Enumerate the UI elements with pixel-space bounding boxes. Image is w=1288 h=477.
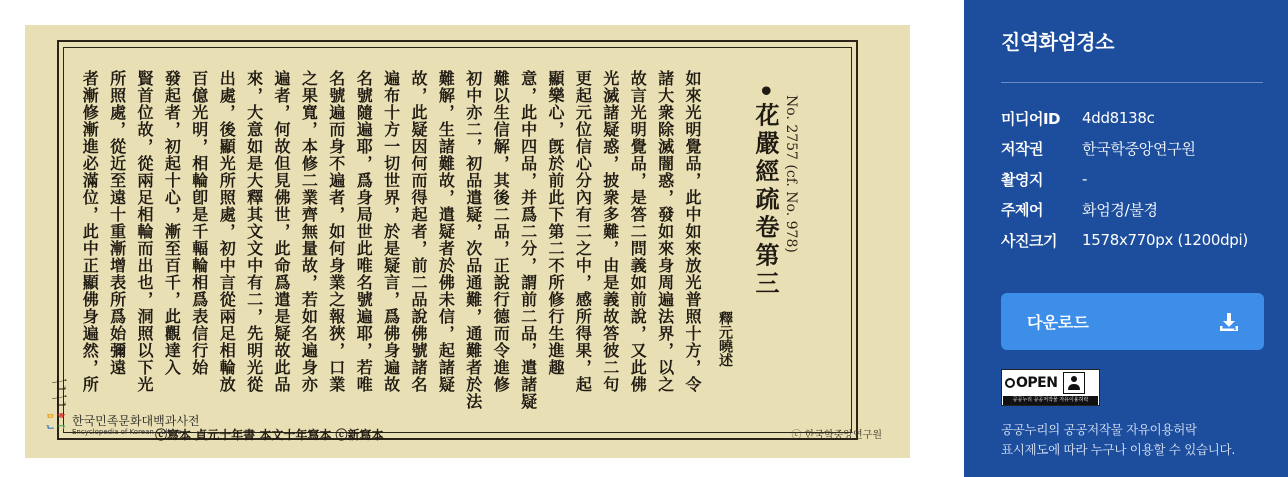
download-icon [1218, 311, 1240, 333]
meta-row-location [1001, 164, 1248, 195]
encyclopedia-logo [45, 414, 200, 436]
meta-row-keywords [1001, 195, 1248, 226]
image-copyright: ⓒ 한국학중앙연구원 [791, 430, 882, 441]
document-text-column: 名號隨遍耶，爲身局世此唯名號遍耶，若唯 [354, 70, 374, 393]
meta-value: - [1082, 170, 1088, 189]
person-icon [1063, 372, 1085, 394]
document-image [25, 25, 910, 458]
document-text-column: 來，大意如是大釋其文文中有二，先明光從 [244, 70, 264, 393]
meta-row-photo-size [1001, 225, 1248, 256]
meta-label: 미디어ID [1001, 109, 1061, 128]
document-text-column: 遍布十方一切世界，於是疑言，爲佛身遍故 [381, 70, 401, 393]
kogl-caption: 공공누리 공공저작물 자유이용허락 [1003, 396, 1098, 405]
logo-text-korean: 한국민족문화대백과사전 [72, 413, 200, 428]
kogl-open-mark [1005, 375, 1057, 391]
document-author: 釋元曉述 [717, 311, 733, 367]
license-line: 표시제도에 따라 누구나 이용할 수 있습니다. [1001, 442, 1235, 457]
document-text-column: 賢首位故，從兩足相輪而出也，洞照以下光 [135, 70, 154, 393]
document-text-column: 者漸修漸進必滿位，此中正顯佛身遍然，所 [80, 70, 100, 393]
meta-row-copyright [1001, 134, 1248, 165]
document-text-column: 之果寬，本修二業齊無量故，若如名遍身亦 [299, 70, 319, 393]
download-button[interactable] [1001, 293, 1264, 350]
media-title: 진역화엄경소 [1001, 30, 1114, 54]
document-text-column: 如來光明覺品，此中如來放光普照十方，令 [683, 70, 702, 393]
document-text-column: 名號遍而身不遍者，如何身業之報狹，口業 [326, 70, 346, 393]
document-text-column: 諸大衆除滅闇惑，發如來身周遍法界，以之 [655, 70, 675, 393]
document-text-column: 發起者，初起十心，漸至百千，此觀達入 [162, 70, 182, 376]
document-title: •花嚴經疏卷第三 [751, 83, 780, 299]
encyclopedia-logo-mark: ᄆ ᄒ ᄂ ᄀ [45, 413, 67, 437]
meta-label: 주제어 [1001, 201, 1043, 220]
document-text-column: 出處，後顯光所照處，初中言從兩足相輪放 [217, 70, 237, 393]
kogl-license-badge [1001, 369, 1100, 406]
document-text-column: 遍者，何故但見佛世，此命爲遣是疑故此品 [272, 70, 291, 393]
meta-value: 한국학중앙연구원 [1082, 140, 1196, 159]
metadata-list [1001, 103, 1248, 256]
info-panel [964, 0, 1288, 477]
meta-label: 사진크기 [1001, 231, 1057, 250]
document-text-column: 難解，生諸難故，遣疑者於佛未信，起諸疑 [436, 70, 456, 393]
meta-value: 화엄경/불경 [1082, 201, 1158, 220]
kogl-ring-icon [1005, 378, 1015, 388]
document-frame-inner [63, 47, 852, 433]
document-text-column: 更起元位信心分內有二之中，感所得果，起 [573, 70, 593, 393]
document-text-column: 故言光明覺品，是答二問義如前說，又此佛 [628, 70, 648, 393]
meta-value: 4dd8138c [1082, 109, 1155, 128]
meta-row-media-id [1001, 103, 1248, 134]
document-text-column: 顯樂心，旣於前此下第二不所修行生進趣 [546, 70, 565, 376]
license-description [1001, 420, 1235, 460]
document-text-column: 意，此中四品，并爲二分，謂前二品，遣諸疑 [518, 70, 538, 410]
kogl-open-label: OPEN [1016, 375, 1058, 391]
document-text-column: 所照處，從近至遠十重漸增表所爲始彌遠 [107, 70, 127, 376]
document-page-number: 七七 [49, 375, 68, 407]
document-text-column: 初中亦二，初品遣疑，次品通難，通難者於法 [463, 70, 483, 410]
document-footer: ⓒ寫本 貞元十年書 本文十年寫本 ⓒ新寫本 [155, 428, 384, 442]
license-line: 공공누리의 공공저작물 자유이용허락 [1001, 422, 1197, 437]
meta-label: 저작권 [1001, 140, 1043, 159]
info-divider [1001, 82, 1263, 83]
document-text-column: 光滅諸疑惑，披衆多難，由是義故答彼二句 [600, 70, 620, 393]
download-label: 다운로드 [1027, 313, 1089, 332]
document-text-column: 故，此疑因何而得起者，前二品說佛號諸名 [409, 70, 428, 393]
meta-value: 1578x770px (1200dpi) [1082, 231, 1248, 250]
meta-label: 촬영지 [1001, 170, 1043, 189]
document-text-column: 百億光明，相輪卽是千輻輪相爲表信行始 [189, 70, 209, 376]
document-text-column: 難以生信解，其後二品，正說行德而令進修 [491, 70, 511, 393]
document-header-number: No. 2757 (cf. No. 978) [783, 95, 799, 253]
logo-text-english: Encyclopedia of Korean Culture [72, 427, 182, 436]
